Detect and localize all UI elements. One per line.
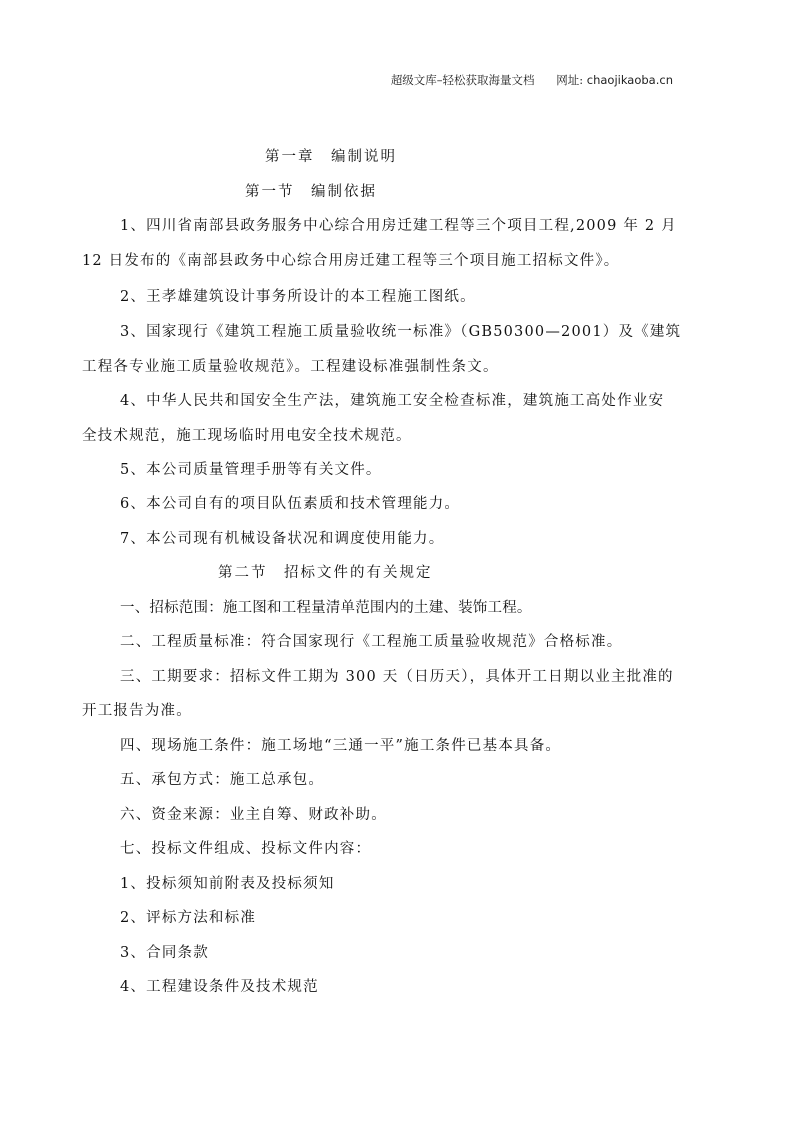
paragraph-line: 2、王孝雄建筑设计事务所设计的本工程施工图纸。 [120,289,476,305]
paragraph-line: 全技术规范，施工现场临时用电安全技术规范。 [82,428,412,444]
paragraph-line: 12 日发布的《南部县政务中心综合用房迁建工程等三个项目施工招标文件》。 [82,253,620,269]
paragraph-line: 5、本公司质量管理手册等有关文件。 [120,462,382,478]
paragraph-line: 4、中华人民共和国安全生产法，建筑施工安全检查标准，建筑施工高处作业安 [120,393,665,409]
paragraph-line: 开工报告为准。 [82,703,192,719]
paragraph-line: 1、四川省南部县政务服务中心综合用房迁建工程等三个项目工程,2009 年 2 月 [120,218,677,234]
header-site-label: 网址: [556,73,584,87]
paragraph-line: 1、投标须知前附表及投标须知 [120,876,335,892]
header-slogan: 超级文库–轻松获取海量文档 [390,73,535,87]
paragraph-line: 三、工期要求：招标文件工期为 300 天（日历天），具体开工日期以业主批准的 [120,669,674,685]
paragraph-line: 4、工程建设条件及技术规范 [120,979,319,995]
paragraph-line: 3、合同条款 [120,945,209,961]
paragraph-line: 3、国家现行《建筑工程施工质量验收统一标准》（GB50300—2001）及《建筑 [120,324,682,340]
paragraph-line: 七、投标文件组成、投标文件内容： [120,841,372,857]
paragraph-line: 六、资金来源：业主自筹、财政补助。 [120,807,387,823]
paragraph-line: 2、评标方法和标准 [120,910,257,926]
paragraph-line: 6、本公司自有的项目队伍素质和技术管理能力。 [120,496,461,512]
page-header [391,72,673,88]
section-title-2: 第二节 招标文件的有关规定 [218,565,433,581]
chapter-title: 第一章 编制说明 [265,149,397,165]
paragraph-line: 四、现场施工条件：施工场地“三通一平”施工条件已基本具备。 [120,738,562,754]
header-site-url: chaojikaoba.cn [586,73,673,87]
paragraph-line: 一、招标范围：施工图和工程量清单范围内的土建、装饰工程。 [120,600,532,616]
paragraph-line: 五、承包方式：施工总承包。 [120,772,325,788]
section-title-1: 第一节 编制依据 [245,184,377,200]
paragraph-line: 7、本公司现有机械设备状况和调度使用能力。 [120,531,445,547]
paragraph-line: 二、工程质量标准：符合国家现行《工程施工质量验收规范》合格标准。 [120,634,623,650]
paragraph-line: 工程各专业施工质量验收规范》。工程建设标准强制性条文。 [82,359,499,375]
